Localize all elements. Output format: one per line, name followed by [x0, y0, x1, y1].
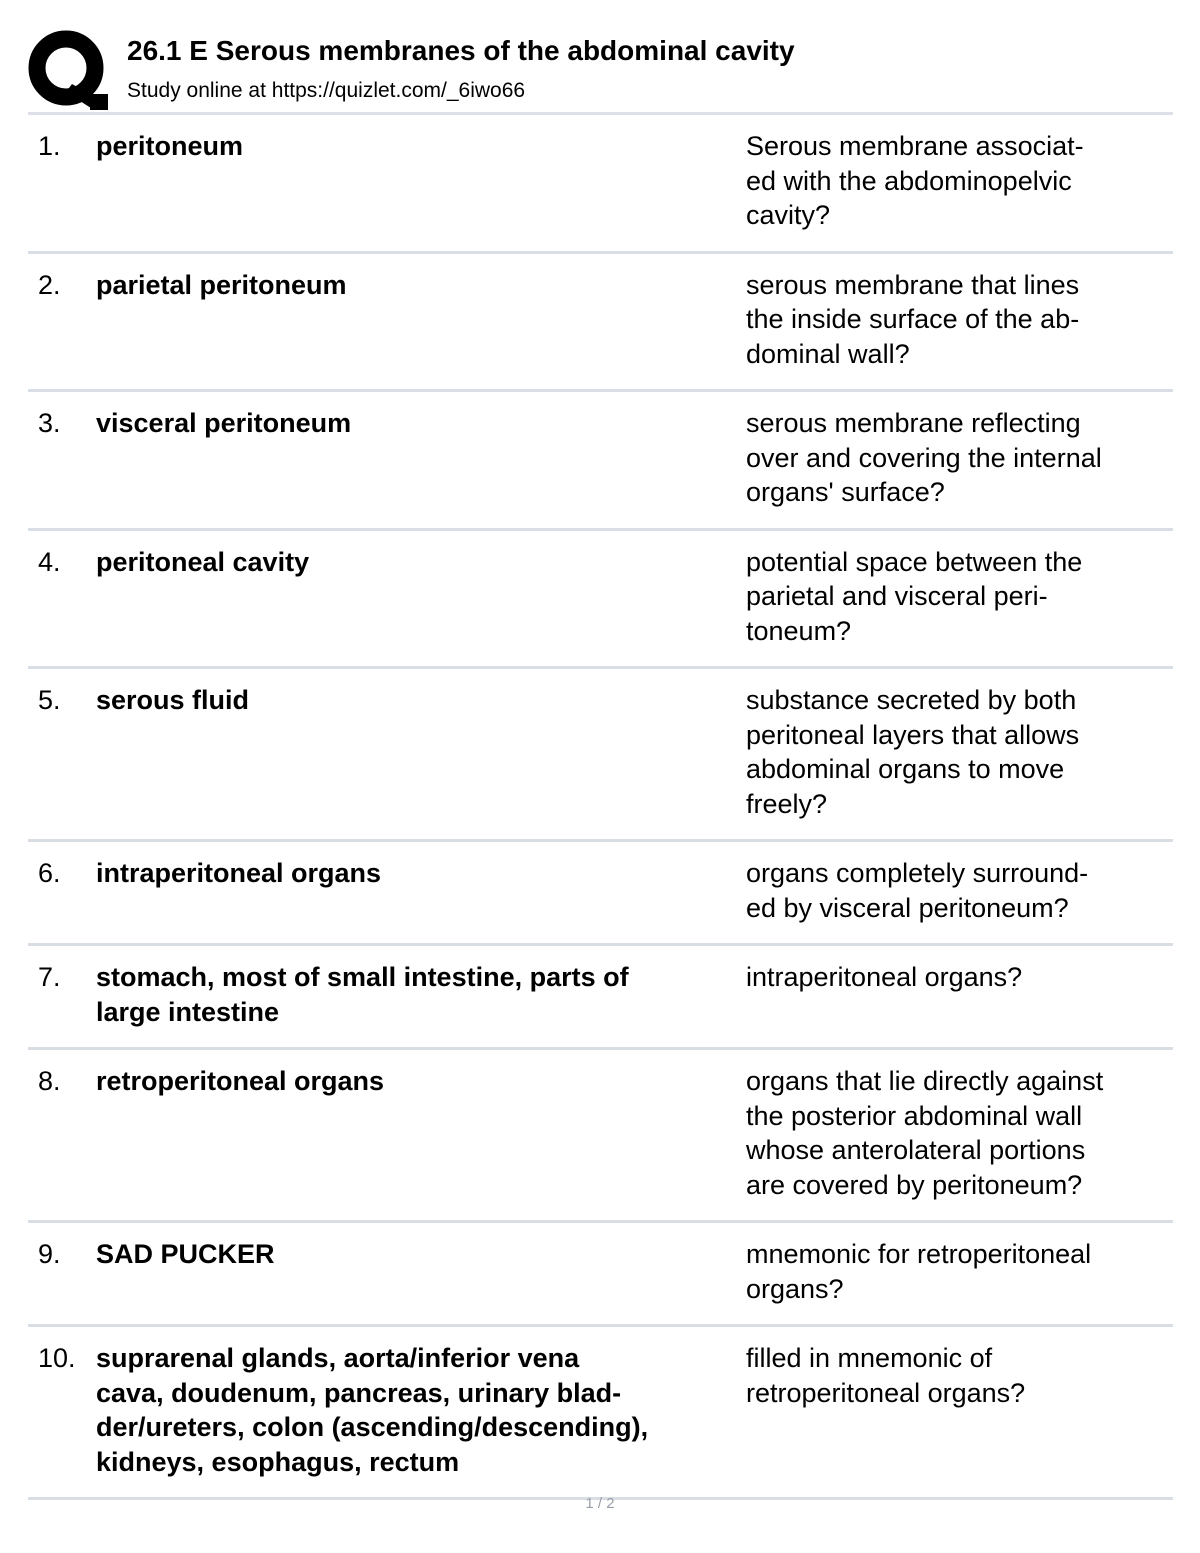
card-definition: organs that lie directly against the posterior abdominal wall whose anterolateral portions are covered by peritoneum? — [746, 1066, 1104, 1200]
card-definition: serous membrane reflecting over and covering the internal organs' surface? — [746, 408, 1102, 507]
card-number: 3. — [38, 408, 61, 438]
card-number: 6. — [38, 858, 61, 888]
card-definition: organs completely surround- ed by visceral peritoneum? — [746, 858, 1089, 923]
card-term: retroperitoneal organs — [96, 1066, 385, 1096]
page-number: 1 / 2 — [585, 1495, 615, 1512]
card-definition: substance secreted by both peritoneal layers that allows abdominal organs to move freely? — [746, 685, 1080, 819]
card-term: serous fluid — [96, 685, 250, 715]
card-number: 5. — [38, 685, 61, 715]
flashcard-row — [28, 842, 1173, 946]
card-term: visceral peritoneum — [96, 408, 352, 438]
card-term: suprarenal glands, aorta/inferior vena cava, doudenum, pancreas, urinary blad- der/ureters, colon (ascending/descending), kidneys, esophagus, rectum — [96, 1343, 649, 1477]
flashcard-row — [28, 1050, 1173, 1223]
card-definition: filled in mnemonic of retroperitoneal organs? — [746, 1343, 1026, 1408]
flashcard-row — [28, 669, 1173, 842]
card-number: 1. — [38, 131, 61, 161]
card-term: intraperitoneal organs — [96, 858, 382, 888]
card-term: SAD PUCKER — [96, 1239, 275, 1269]
flashcard-row — [28, 531, 1173, 670]
card-number: 4. — [38, 546, 61, 577]
card-term: peritoneum — [96, 131, 244, 161]
card-term: peritoneal cavity — [96, 546, 310, 577]
flashcard-row — [28, 115, 1173, 254]
quizlet-logo-icon — [28, 30, 108, 110]
card-definition: serous membrane that lines the inside surface of the ab- dominal wall? — [746, 269, 1080, 369]
flashcard-row — [28, 1327, 1173, 1500]
card-term: parietal peritoneum — [96, 269, 347, 300]
card-definition: potential space between the parietal and visceral peri- toneum? — [746, 546, 1083, 646]
card-definition: intraperitoneal organs? — [746, 962, 1023, 992]
card-number: 2. — [38, 269, 61, 300]
card-number: 7. — [38, 962, 61, 992]
card-number: 8. — [38, 1066, 61, 1096]
card-definition: Serous membrane associat- ed with the abdominopelvic cavity? — [746, 131, 1084, 230]
card-definition: mnemonic for retroperitoneal organs? — [746, 1239, 1092, 1304]
document-header — [28, 28, 1178, 112]
flashcard-row — [28, 1223, 1173, 1327]
page-title: 26.1 E Serous membranes of the abdominal cavity — [127, 35, 795, 66]
flashcard-list — [28, 115, 1173, 1500]
flashcard-row — [28, 392, 1173, 531]
page-subtitle: Study online at https://quizlet.com/_6iwo66 — [127, 79, 526, 102]
card-number: 9. — [38, 1239, 61, 1269]
flashcard-row — [28, 946, 1173, 1050]
flashcard-row — [28, 254, 1173, 393]
card-term: stomach, most of small intestine, parts of large intestine — [96, 962, 629, 1027]
card-number: 10. — [38, 1343, 76, 1373]
